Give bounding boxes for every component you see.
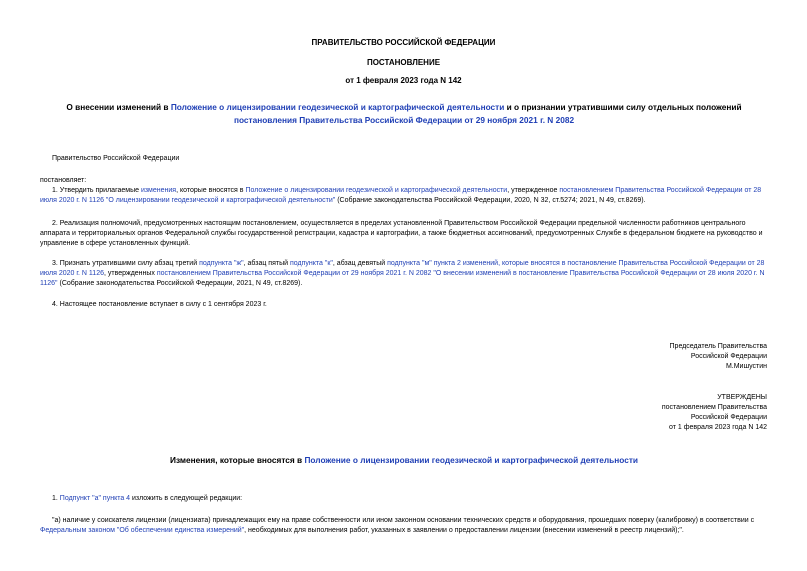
approved-block bbox=[662, 393, 767, 434]
p1-link-changes[interactable]: изменения bbox=[140, 187, 177, 194]
signature-line-2: Российской Федерации bbox=[690, 353, 767, 361]
government-heading: ПРАВИТЕЛЬСТВО РОССИЙСКОЙ ФЕДЕРАЦИИ bbox=[311, 38, 496, 47]
change-1 bbox=[40, 494, 768, 504]
p1-link-decree-1126[interactable]: постановлением Правительства Российской Федерации от 28 июля 2020 г. N 1126 "О лицензировании геодезической и картографической деятельности" bbox=[40, 187, 762, 205]
c1-text-1: 1. bbox=[52, 495, 60, 502]
c2-link-federal-law[interactable]: Федеральным законом "Об обеспечении единства измерений" bbox=[40, 527, 245, 535]
p3-text-3: , абзац девятый bbox=[332, 260, 388, 267]
signature-line-3: М.Мишустин bbox=[725, 363, 767, 371]
title-link-regulation[interactable]: Положение о лицензировании геодезической и картографической деятельности bbox=[170, 102, 505, 112]
document-title bbox=[40, 101, 768, 127]
title-middle: и о признании утратившими силу отдельных положений bbox=[504, 102, 742, 112]
approved-line-3: Российской Федерации bbox=[690, 414, 767, 422]
paragraph-2: 2. Реализация полномочий, предусмотренных настоящим постановлением, осуществляется в пределах установленной Правительством Российской Федерации предельной численности работников центрального аппарата и территориальных органов Федеральной службы государственной регистрации, кадастра и картографии, а также бюджетных ассигнований, предусмотренных Службе в федеральном бюджете на руководство и управление в сфере установленных функций. bbox=[40, 220, 763, 248]
p1-text-1: 1. Утвердить прилагаемые bbox=[52, 187, 141, 194]
p3-text-1: 3. Признать утратившими силу абзац третий bbox=[52, 260, 200, 267]
p3-link-subparagraph-m[interactable]: подпункта "м" пункта 2 изменений, которые вносятся в постановление Правительства Российской Федерации от 28 июля 2020 г. N 1126 bbox=[40, 260, 765, 278]
signature-block bbox=[670, 342, 767, 372]
p3-link-decree-2082[interactable]: постановлением Правительства Российской Федерации от 29 ноября 2021 г. N 2082 "О внесении изменений в постановление Правительства Российской Федерации от 28 июля 2020 г. N 1126" bbox=[40, 270, 765, 288]
changes-title-prefix: Изменения, которые вносятся в bbox=[170, 455, 305, 465]
p1-text-4: (Собрание законодательства Российской Федерации, 2020, N 32, ст.5274; 2021, N 49, ст.8269). bbox=[335, 197, 646, 205]
p3-text-5: (Собрание законодательства Российской Федерации, 2021, N 49, ст.8269). bbox=[57, 280, 303, 288]
p1-text-2: , которые вносятся в bbox=[176, 187, 246, 194]
changes-title bbox=[40, 454, 768, 467]
government-label: Правительство Российской Федерации bbox=[52, 155, 180, 162]
c2-text-1: "а) наличие у соискателя лицензии (лицензиата) принадлежащих ему на праве собственности или ином законном основании технических средств и оборудования, прошедших поверку (калибровку) в соответствии с bbox=[52, 517, 755, 524]
approved-line-2: постановлением Правительства bbox=[661, 404, 767, 412]
title-prefix: О внесении изменений в bbox=[66, 102, 171, 112]
paragraph-4: 4. Настоящее постановление вступает в силу с 1 сентября 2023 г. bbox=[52, 301, 267, 308]
approved-line-4: от 1 февраля 2023 года N 142 bbox=[669, 424, 767, 432]
p3-link-subparagraph-k[interactable]: подпункта "к" bbox=[289, 260, 333, 267]
title-link-decree-2082[interactable]: постановления Правительства Российской Федерации от 29 ноября 2021 г. N 2082 bbox=[233, 114, 575, 125]
c1-text-2: изложить в следующей редакции: bbox=[130, 495, 243, 502]
changes-title-link[interactable]: Положение о лицензировании геодезической и картографической деятельности bbox=[304, 455, 638, 465]
p1-text-3: , утвержденное bbox=[507, 187, 560, 194]
p1-link-regulation[interactable]: Положение о лицензировании геодезической и картографической деятельности bbox=[245, 187, 508, 194]
c2-text-2: , необходимых для выполнения работ, указанных в заявлении о предоставлении лицензии (внесении изменений в реестр лицензий);". bbox=[244, 527, 684, 535]
signature-line-1: Председатель Правительства bbox=[669, 343, 767, 350]
p3-text-4: , утвержденных bbox=[103, 270, 157, 278]
approved-line-1: УТВЕРЖДЕНЫ bbox=[717, 394, 767, 401]
paragraph-3 bbox=[40, 259, 768, 289]
change-2 bbox=[40, 516, 768, 536]
document-type: ПОСТАНОВЛЕНИЕ bbox=[366, 58, 441, 67]
resolves-label: постановляет: bbox=[40, 177, 87, 184]
document-date-number: от 1 февраля 2023 года N 142 bbox=[345, 76, 462, 85]
p3-text-2: , абзац пятый bbox=[243, 260, 290, 267]
p3-link-subparagraph-zh[interactable]: подпункта "ж" bbox=[199, 260, 244, 267]
paragraph-1 bbox=[40, 186, 768, 206]
c1-link-subparagraph-a[interactable]: Подпункт "а" пункта 4 bbox=[59, 495, 131, 502]
